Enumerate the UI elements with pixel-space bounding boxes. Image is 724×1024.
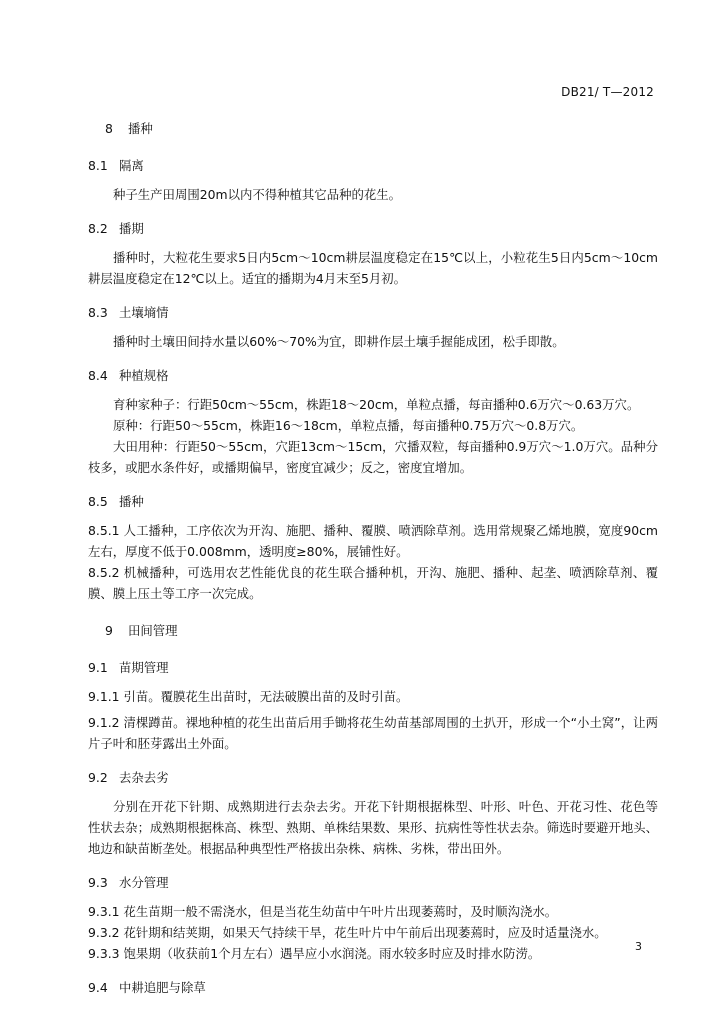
section-9-1-heading bbox=[88, 658, 658, 678]
section-title: 隔离 bbox=[119, 158, 144, 173]
section-number: 9.4 bbox=[88, 980, 108, 995]
section-8-4-para-3: 大田用种：行距50～55cm，穴距13cm～15cm，穴播双粒，每亩播种0.9万穴～1.0万穴。品种分枝多，或肥水条件好，或播期偏早，密度宜减少；反之，密度宜增加。 bbox=[88, 439, 658, 475]
document-code: DB21/ T—2012 bbox=[561, 85, 654, 99]
section-9-3-2-body: 9.3.2 花针期和结荚期，如果天气持续干旱，花生叶片中午前后出现萎蔫时，应及时适量浇水。 bbox=[88, 925, 607, 940]
section-8-3-heading bbox=[88, 303, 658, 323]
section-title: 水分管理 bbox=[119, 875, 169, 890]
section-8-4-para-2: 原种：行距50～55cm，株距16～18cm，单粒点播，每亩播种0.75万穴～0.8万穴。 bbox=[113, 418, 584, 433]
section-9-1-1-body: 9.1.1 引苗。覆膜花生出苗时，无法破膜出苗的及时引苗。 bbox=[88, 689, 409, 704]
section-8-2-body: 播种时，大粒花生要求5日内5cm～10cm耕层温度稳定在15℃以上，小粒花生5日内5cm～10cm耕层温度稳定在12℃以上。适宜的播期为4月末至5月初。 bbox=[88, 250, 658, 286]
section-number: 8.4 bbox=[88, 368, 108, 383]
section-9-heading bbox=[105, 620, 658, 642]
section-title: 去杂去劣 bbox=[119, 770, 169, 785]
section-9-3-3-body: 9.3.3 饱果期（收获前1个月左右）遇旱应小水润浇。雨水较多时应及时排水防涝。 bbox=[88, 946, 541, 961]
section-9-3-heading bbox=[88, 873, 658, 893]
section-8-4-heading bbox=[88, 366, 658, 386]
section-9-1-2-body: 9.1.2 清棵蹲苗。裸地种植的花生出苗后用手锄将花生幼苗基部周围的土扒开，形成一个“小土窝”，让两片子叶和胚芽露出土外面。 bbox=[88, 715, 658, 751]
section-number: 8.1 bbox=[88, 158, 108, 173]
section-8-1-heading bbox=[88, 156, 658, 176]
section-title: 种植规格 bbox=[119, 368, 169, 383]
document-body bbox=[88, 118, 658, 998]
section-number: 8 bbox=[105, 121, 113, 136]
section-title: 中耕追肥与除草 bbox=[119, 980, 206, 995]
section-8-5-1-body: 8.5.1 人工播种，工序依次为开沟、施肥、播种、覆膜、喷洒除草剂。选用常规聚乙烯地膜，宽度90cm左右，厚度不低于0.008mm，透明度≥80%，展铺性好。 bbox=[88, 523, 658, 559]
section-number: 9.2 bbox=[88, 770, 108, 785]
section-title: 田间管理 bbox=[128, 623, 178, 638]
section-8-3-body: 播种时土壤田间持水量以60%～70%为宜，即耕作层土壤手握能成团，松手即散。 bbox=[113, 334, 565, 349]
section-8-1-body: 种子生产田周围20m以内不得种植其它品种的花生。 bbox=[113, 187, 402, 202]
section-number: 8.2 bbox=[88, 221, 108, 236]
section-title: 播种 bbox=[128, 121, 153, 136]
section-title: 播期 bbox=[119, 221, 144, 236]
section-8-4-para-1: 育种家种子：行距50cm～55cm，株距18～20cm，单粒点播，每亩播种0.6万穴～0.63万穴。 bbox=[113, 397, 640, 412]
section-8-5-2-body: 8.5.2 机械播种，可选用农艺性能优良的花生联合播种机，开沟、施肥、播种、起垄、喷洒除草剂、覆膜、膜上压土等工序一次完成。 bbox=[88, 565, 658, 601]
section-number: 9.3 bbox=[88, 875, 108, 890]
section-9-2-heading bbox=[88, 768, 658, 788]
section-8-2-heading bbox=[88, 219, 658, 239]
page-number: 3 bbox=[635, 940, 642, 953]
section-title: 播种 bbox=[119, 494, 144, 509]
section-number: 9.1 bbox=[88, 660, 108, 675]
section-title: 苗期管理 bbox=[119, 660, 169, 675]
section-8-5-heading bbox=[88, 492, 658, 512]
section-number: 8.3 bbox=[88, 305, 108, 320]
section-9-3-1-body: 9.3.1 花生苗期一般不需浇水，但是当花生幼苗中午叶片出现萎蔫时，及时顺沟浇水。 bbox=[88, 904, 558, 919]
section-9-2-body: 分别在开花下针期、成熟期进行去杂去劣。开花下针期根据株型、叶形、叶色、开花习性、花色等性状去杂；成熟期根据株高、株型、熟期、单株结果数、果形、抗病性等性状去杂。筛选时要避开地头、地边和缺苗断垄处。根据品种典型性严格拔出杂株、病株、劣株，带出田外。 bbox=[88, 799, 658, 856]
section-title: 土壤墒情 bbox=[119, 305, 169, 320]
section-9-4-heading bbox=[88, 978, 658, 998]
section-8-heading bbox=[105, 118, 658, 140]
section-number: 9 bbox=[105, 623, 113, 638]
section-number: 8.5 bbox=[88, 494, 108, 509]
